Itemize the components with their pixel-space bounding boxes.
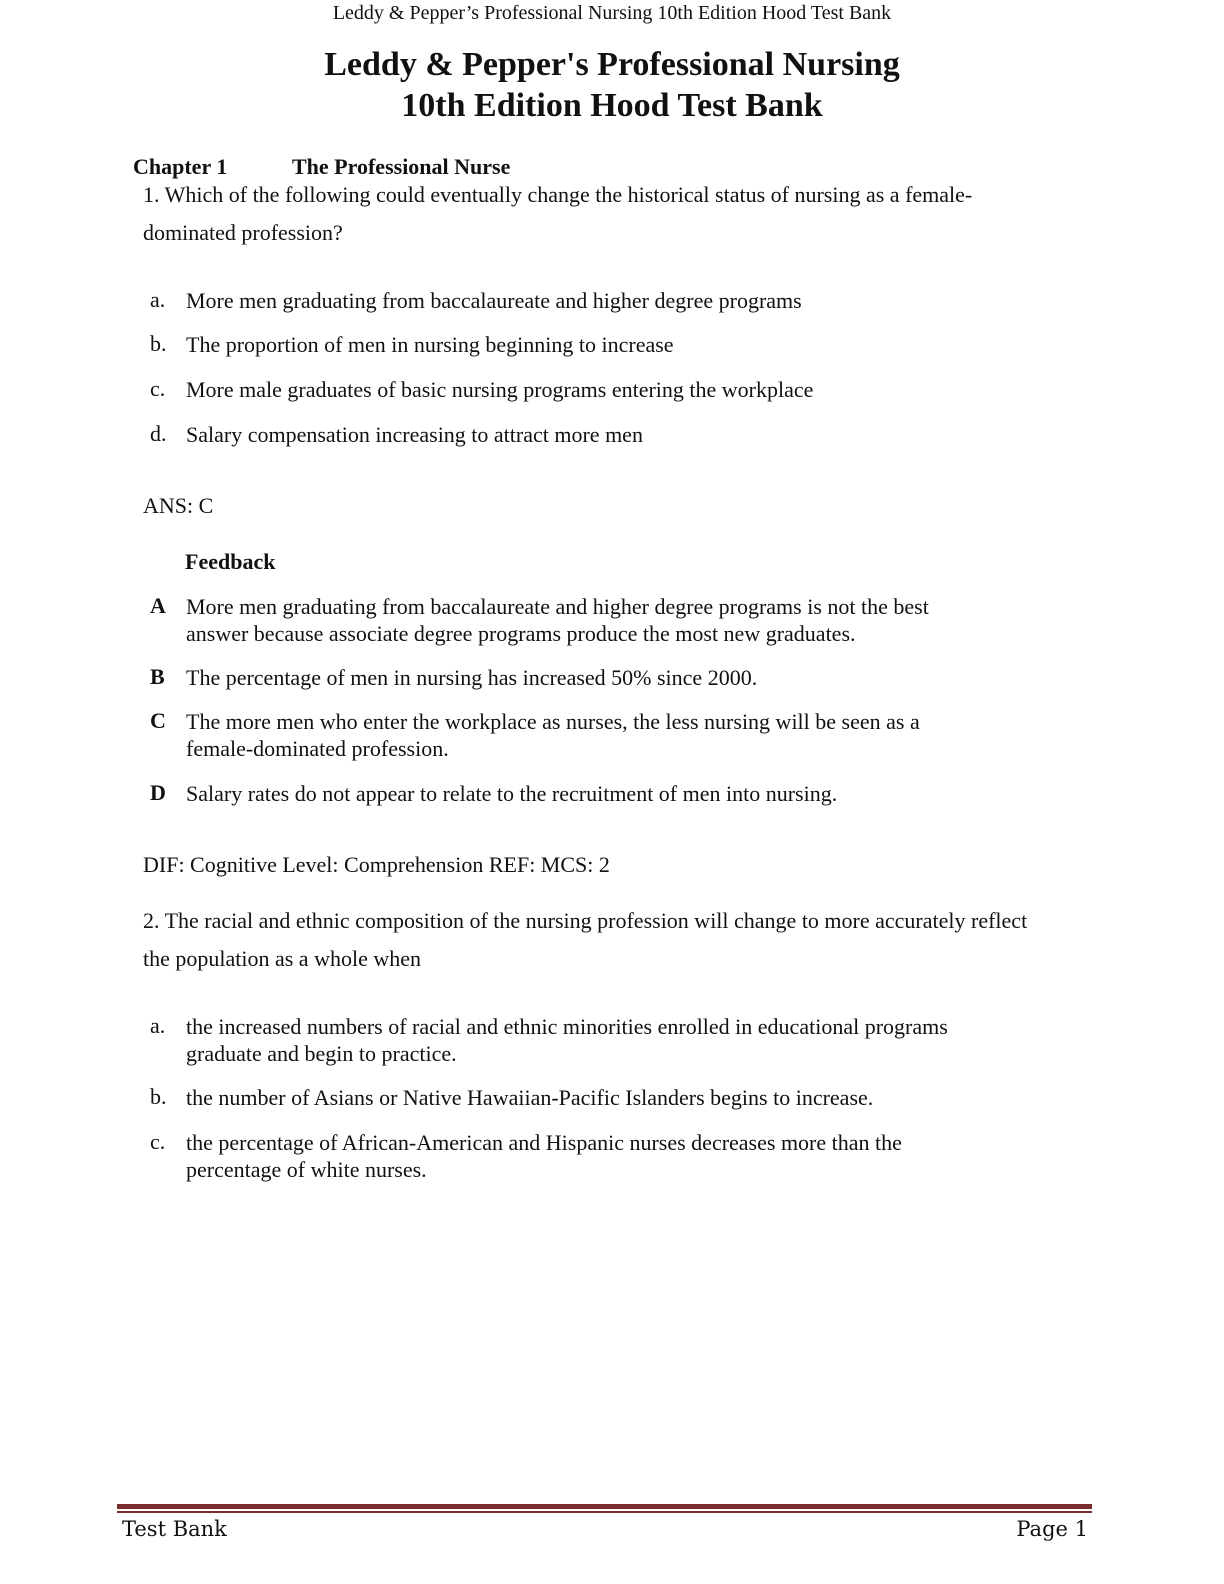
question-1-option-letter: b. <box>150 331 167 356</box>
question-1-option-text: More men graduating from baccalaureate and higher degree programs <box>186 288 802 313</box>
question-1-option-text: Salary compensation increasing to attract more men <box>186 422 643 447</box>
feedback-letter: D <box>150 780 166 805</box>
question-2-option-letter: a. <box>150 1013 166 1038</box>
question-2-option-text: the number of Asians or Native Hawaiian-Pacific Islanders begins to increase. <box>186 1085 874 1110</box>
chapter-name: The Professional Nurse <box>292 154 511 179</box>
feedback-letter: B <box>150 664 165 689</box>
question-1-stem: 1. Which of the following could eventually change the historical status of nursing as a female-dominated profession? <box>143 182 973 245</box>
footer-rule <box>117 1504 1092 1509</box>
question-1-option-letter: d. <box>150 421 167 446</box>
question-2-stem: 2. The racial and ethnic composition of the nursing profession will change to more accurately reflect the population as a whole when <box>143 908 1028 971</box>
feedback-text: Salary rates do not appear to relate to the recruitment of men into nursing. <box>186 781 838 806</box>
feedback-letter: A <box>150 593 166 618</box>
feedback-heading: Feedback <box>185 549 276 574</box>
chapter-label: Chapter 1 <box>133 154 228 179</box>
running-header: Leddy & Pepper’s Professional Nursing 10th Edition Hood Test Bank <box>332 2 892 24</box>
footer-label: Test Bank <box>122 1517 227 1541</box>
title-line-2: 10th Edition Hood Test Bank <box>401 87 823 124</box>
footer-rule-thin <box>117 1511 1092 1513</box>
question-1-option-text: More male graduates of basic nursing programs entering the workplace <box>186 377 814 402</box>
question-1-option-letter: c. <box>150 376 166 401</box>
page-number: Page 1 <box>1016 1517 1088 1541</box>
question-2-option-text: the increased numbers of racial and ethnic minorities enrolled in educational programs graduate and begin to practice. <box>186 1014 948 1066</box>
question-1-answer: ANS: C <box>143 493 214 518</box>
question-1-option-letter: a. <box>150 287 166 312</box>
question-1-meta: DIF: Cognitive Level: Comprehension REF: MCS: 2 <box>143 852 610 877</box>
question-1-option-text: The proportion of men in nursing beginning to increase <box>186 332 674 357</box>
feedback-letter: C <box>150 708 166 733</box>
feedback-text: The more men who enter the workplace as nurses, the less nursing will be seen as a female-dominated profession. <box>186 709 920 761</box>
question-2-option-text: the percentage of African-American and Hispanic nurses decreases more than the percentage of white nurses. <box>186 1130 902 1182</box>
question-2-option-letter: c. <box>150 1129 166 1154</box>
feedback-text: The percentage of men in nursing has increased 50% since 2000. <box>186 665 758 690</box>
feedback-text: More men graduating from baccalaureate and higher degree programs is not the best answer because associate degree programs produce the most new graduates. <box>186 594 929 646</box>
title-line-1: Leddy & Pepper's Professional Nursing <box>324 46 900 83</box>
document-title <box>0 44 1224 126</box>
question-2-option-letter: b. <box>150 1084 167 1109</box>
